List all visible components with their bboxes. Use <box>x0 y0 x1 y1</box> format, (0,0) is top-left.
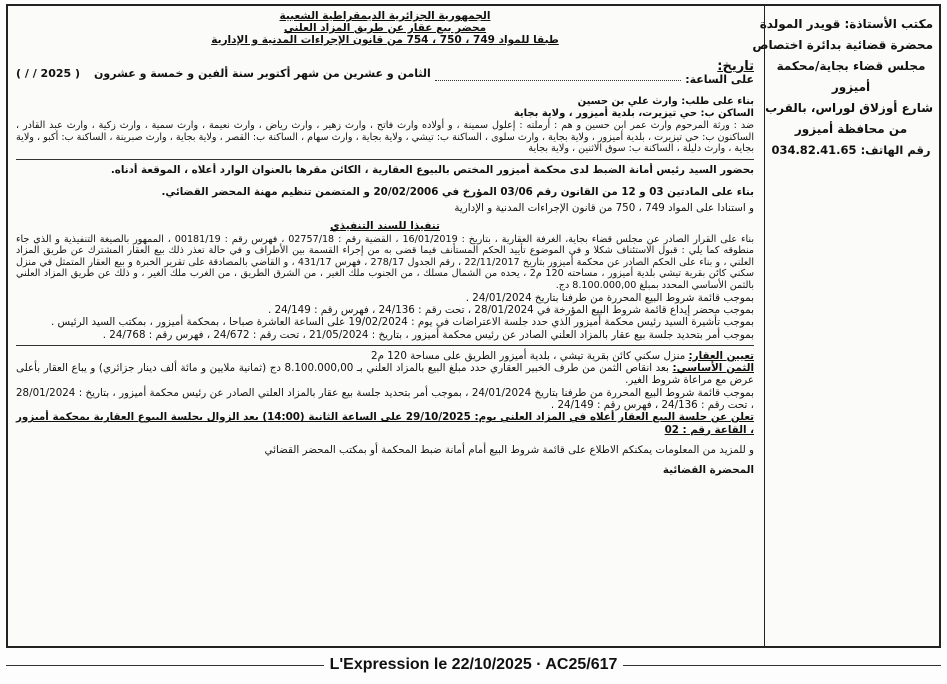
property-desc: منزل سكني كائن بقرية تيشي ، بلدية أميزور الطريق على مساحة 120 م2 <box>371 349 686 362</box>
conditions-summary: بموجب قائمة شروط البيع المحررة من طرفنا بتاريخ 24/01/2024 ، بموجب أمر بتحديد جلسة بيع عقار بالمزاد العلني الصادر عن رئيس محكمة أميزور ، بتاريخ : 28/01/2024 ، تحت رقم : 24/136 ، فهرس رقم : 24/149 . <box>16 386 754 412</box>
date-words: الثامن و عشرين من شهر أكتوبر سنة ألفين و خمسة و عشرون <box>94 66 431 80</box>
date-numeric: ( / / 2025 ) <box>16 66 81 80</box>
session-label: تعلن عن جلسة البيع العقار أعلاه في المزاد العلني يوم: <box>474 411 755 424</box>
phone-number: 034.82.41.65 <box>771 143 857 157</box>
presence-clause: بحضور السيد رئيس أمانة الضبط لدى محكمة أميزور المختص بالبيوع العقارية ، الكائن مقرها بالعنوان الوارد أعلاه ، الموقعة أدناه. <box>110 163 754 176</box>
footer-rule-left <box>6 665 324 666</box>
office-line-2: محضرة قضائية بدائرة اختصاص <box>752 38 933 52</box>
session-announcement <box>16 411 754 436</box>
office-phone <box>769 140 933 161</box>
date-label: تاريخ: <box>717 59 754 74</box>
office-line-5: شارع أوزلاق لوراس، بالقرب <box>765 101 933 115</box>
dotted-leader <box>435 66 681 81</box>
signature: المحضرة القضائية <box>662 464 754 477</box>
deposit-record: بموجب محضر إيداع قائمة شروط البيع المؤرخة في 28/01/2024 ، تحت رقم : 24/136 ، فهرس رقم : 24/149 . <box>268 303 754 316</box>
footer-banner <box>0 650 947 680</box>
court-decision: بناء على القرار الصادر عن مجلس قضاء بجاية، الغرفة العقارية ، بتاريخ : 16/01/2019 ، القضية رقم : 02757/18 ، فهرس رقم : 00181/19 ، الممهور بالصيغة التنفيذية و الذي جاء منطوقه كما يلي : قبول الاستئناف شكلا و في الموضوع تأييد الحكم المستأنف فيما قضى به من إجراء القسمة بين الأطراف و في حالة تعذر ذلك بيع العقار المشترك عن طريق المزاد العلني ، و بناء على الحكم الصادر عن محكمة أميزور بتاريخ 22/11/2017 ، رقم الجدول 278/17 ، فهرس 431/17 ، و القاضي بالمصادقة على تقرير الخبرة و بيع العقار المتمثل في منزل سكني كائن بقرية تيشي بلدية أميزور ، مساحته 120 م2 ، يحده من الشمال مسلك ، من الجنوب ملك الغير ، من الشرق الطريق ، من الغرب ملك الغير ، و ذلك عن طريق المزاد العلني بالثمن الأساسي المحدد بمبلغ 8.100.000,00 دج. <box>16 233 754 292</box>
announcement-body <box>8 6 765 646</box>
property-designation <box>16 350 754 362</box>
info-note: و للمزيد من المعلومات يمكنكم الاطلاع على قائمة شروط البيع أمام أمانة ضبط المحكمة أو بمكتب المحضر القضائي <box>264 443 754 456</box>
sale-order: بموجب أمر بتحديد جلسة بيع عقار بالمزاد العلني الصادر عن رئيس محكمة أميزور ، بتاريخ : 21/05/2024 ، تحت رقم : 24/672 ، فهرس رقم : 24/768 . <box>102 328 754 341</box>
publication-reference: L'Expression le 22/10/2025 · AC25/617 <box>329 656 618 673</box>
price-label: الثمن الأساسي: <box>672 362 754 375</box>
divider <box>16 159 754 160</box>
footer-rule-right <box>623 665 941 666</box>
office-line-4: أميزور <box>831 80 871 94</box>
time-label: على الساعة: <box>685 73 754 86</box>
property-label: تعيين العقار: <box>688 349 754 362</box>
office-line-6: من محافظة أميزور <box>794 122 908 136</box>
requester-address: الساكن ب: حي تيزيرت، بلدية أميزور ، ولاية بجاية <box>513 108 754 119</box>
date-row <box>16 58 754 88</box>
section-title: تنفيذا للسند التنفيذي <box>330 219 440 232</box>
announcement-frame <box>6 4 941 648</box>
date-label-block <box>685 60 754 86</box>
legal-basis: بناء على المادتين 03 و 12 من القانون رقم 03/06 المؤرخ في 20/02/2006 و المتضمن تنظيم مهنة المحضر القضائي. <box>161 186 754 199</box>
requester: بناء على طلب: وارث علي بن حسين <box>577 96 754 107</box>
header-line-1: الجمهورية الجزائرية الديمقراطية الشعبية <box>279 10 491 22</box>
phone-label: رقم الهاتف: <box>860 143 931 157</box>
bailiff-office-box <box>752 6 939 646</box>
office-line-1: مكتب الأستاذة: قويدر المولدة <box>759 17 933 31</box>
objection-session: بموجب تأشيرة السيد رئيس محكمة أميزور الذي حدد جلسة الاعتراضات في يوم : 19/02/2024 على الساعة العاشرة صباحا ، بمحكمة أميزور ، بمكتب السيد الرئيس . <box>50 316 754 329</box>
price-text: بعد انقاص الثمن من طرف الخبير العقاري حدد مبلغ البيع بالمزاد العلني بـ 8.100.000,00 دج (ثمانية ملايين و مائة ألف دينار جزائري) و يباع العقار بأعلى عرض مع مراعاة شروط الغير. <box>16 362 754 387</box>
office-line-3: مجلس قضاء بجاية/محكمة <box>776 59 926 73</box>
conditions-list: بموجب قائمة شروط البيع المحررة من طرفنا بتاريخ 24/01/2024 . <box>465 291 754 304</box>
defendants: ضد : ورثة المرحوم وارث عمر ابن حسين و هم : أرملته : إعلول سمينة ، و أولاده وارث فاتح ، وارث زهير ، وارث رياض ، وارث نعيمة ، وارث سمية ، وارث زكية ، وارث عبد القادر ، الساكنون ب: حي تيزيرت ، بلدية أميزور ، ولاية بجاية ، وارث سلوى ، الساكنة ب: تيشي ، ولاية بجاية ، وارث سهام ، الساكنة ب: القصر ، ولاية بجاية ، وارث صبرينة ، الساكنة ب: أكبو ، ولاية بجاية ، وارث دليلة ، الساكنة ب: سوق الاثنين ، ولاية بجاية <box>16 120 754 155</box>
procedure-articles: و استنادا على المواد 749 ، 750 من قانون الإجراءات المدنية و الإدارية <box>454 202 754 215</box>
base-price <box>16 362 754 387</box>
header-line-2: محضر بيع عقار عن طريق المزاد العلني <box>283 22 487 34</box>
header-line-3: طبقا للمواد 749 ، 750 ، 754 من قانون الإجراءات المدنية و الإدارية <box>211 34 559 46</box>
session-date: 29/10/2025 على الساعة الثانية (14:00) بعد الزوال بجلسة البيوع العقارية بمحكمة أميزور ، القاعة رقم : 02 <box>16 411 754 436</box>
divider-2 <box>16 345 754 346</box>
